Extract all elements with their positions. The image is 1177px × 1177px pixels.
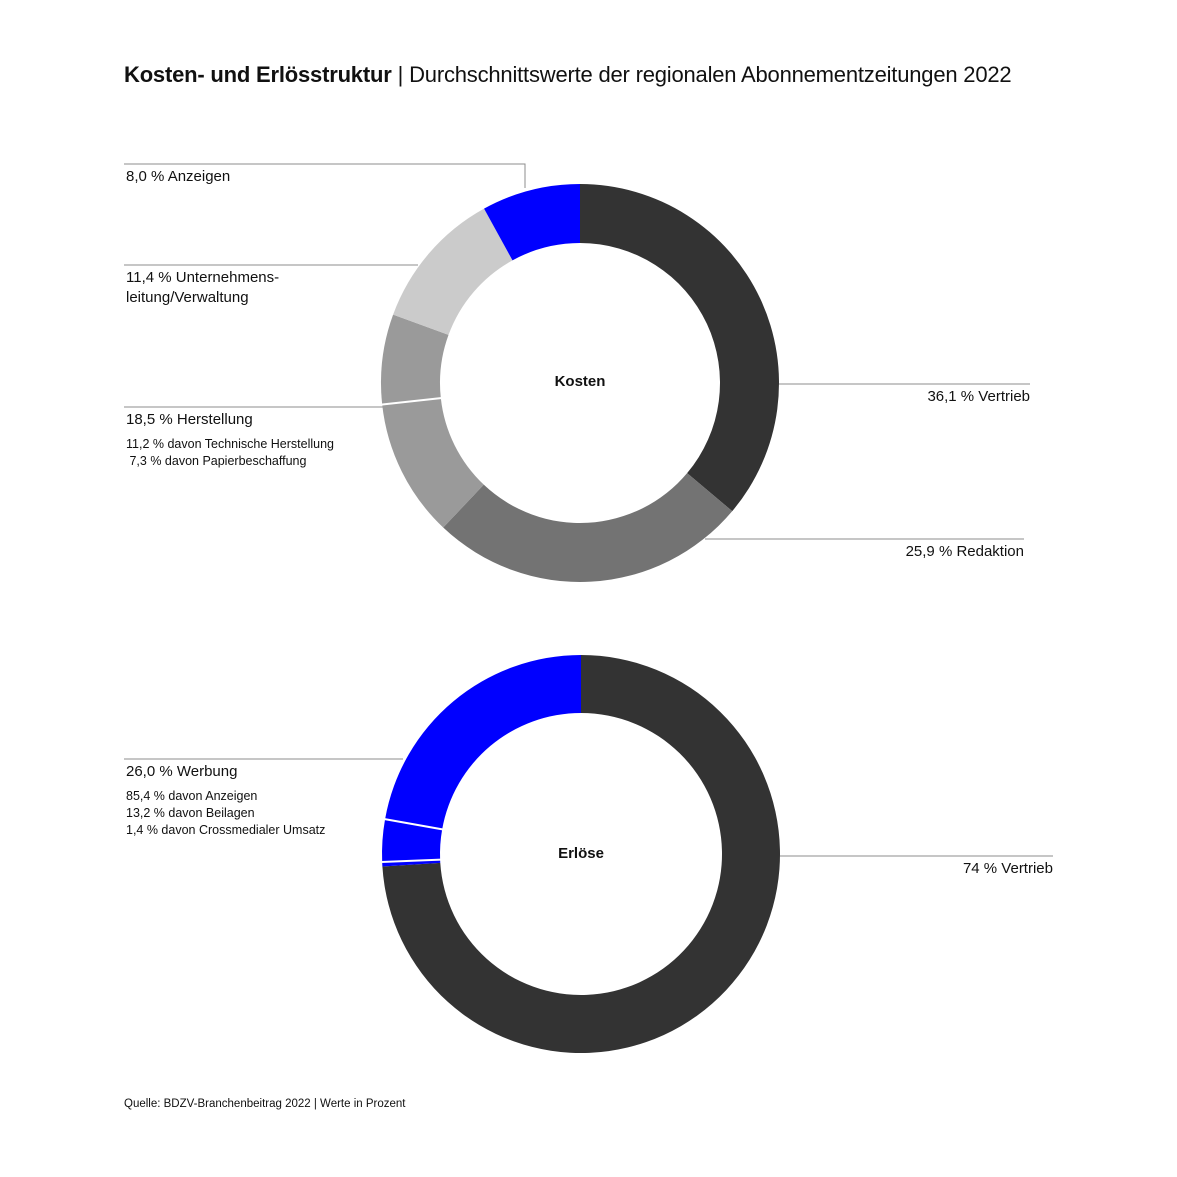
label-kosten-vertrieb: 36,1 % Vertrieb (927, 388, 1030, 405)
donut-segment (443, 473, 732, 582)
title-subtitle: Durchschnittswerte der regionalen Abonnementzeitungen 2022 (409, 62, 1012, 87)
label-erloese-werbung: 26,0 % Werbung (126, 763, 238, 780)
label-kosten-verwaltung-line1: 11,4 % Unternehmens- (126, 269, 280, 286)
kosten-center-label: Kosten (554, 373, 606, 390)
label-kosten-verwaltung-line2: leitung/Verwaltung (126, 289, 249, 306)
title-main: Kosten- und Erlösstruktur (124, 62, 392, 87)
label-erloese-werbung-anzeigen: 85,4 % davon Anzeigen (126, 789, 258, 803)
label-erloese-werbung-beilagen: 13,2 % davon Beilagen (126, 806, 255, 820)
label-kosten-herstellung: 18,5 % Herstellung (126, 411, 253, 428)
source-note: Quelle: BDZV-Branchenbeitrag 2022 | Werte in Prozent (124, 1098, 406, 1110)
erloese-center-label: Erlöse (558, 845, 604, 862)
label-kosten-anzeigen: 8,0 % Anzeigen (126, 168, 231, 185)
label-erloese-werbung-crossmedial: 1,4 % davon Crossmedialer Umsatz (126, 823, 326, 837)
label-kosten-redaktion: 25,9 % Redaktion (905, 543, 1024, 560)
label-kosten-herstellung-papier: 7,3 % davon Papierbeschaffung (126, 454, 307, 468)
label-erloese-vertrieb: 74 % Vertrieb (962, 860, 1053, 877)
title-separator: | (397, 62, 404, 87)
erloese-leader-lines (124, 759, 1053, 856)
label-kosten-herstellung-technisch: 11,2 % davon Technische Herstellung (126, 437, 335, 451)
donut-segment (580, 184, 779, 511)
donut-segment (385, 655, 581, 829)
